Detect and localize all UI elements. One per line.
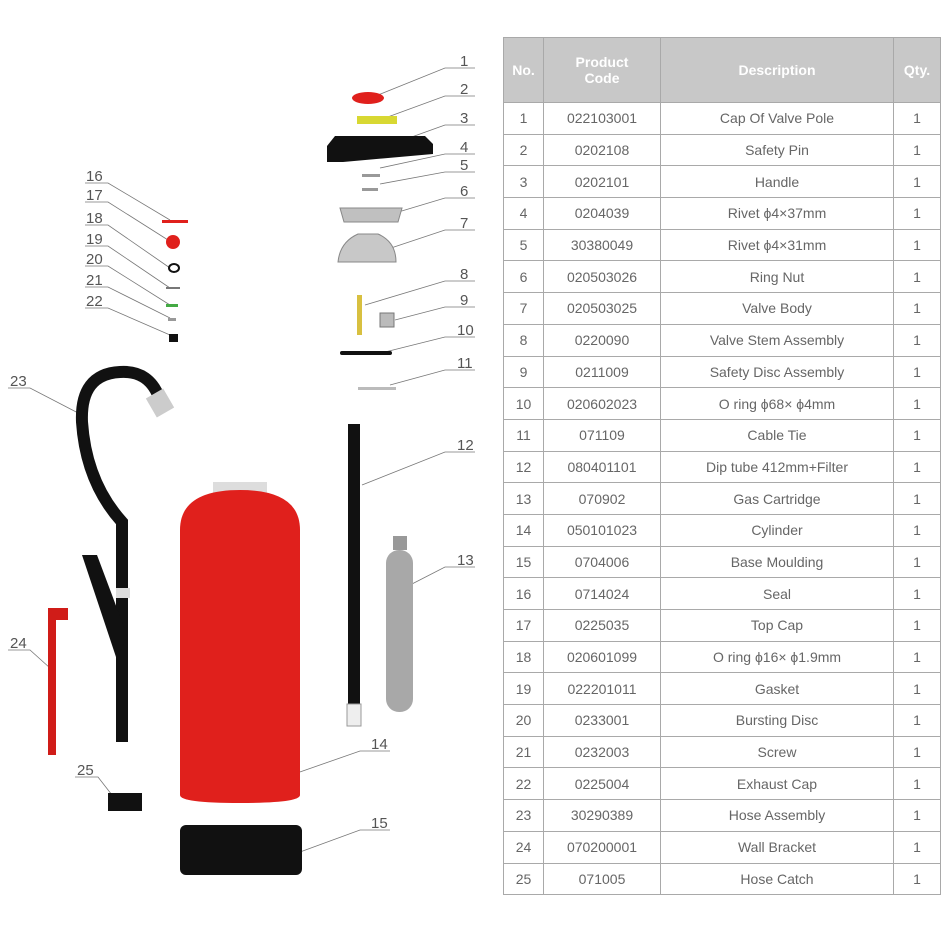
- cell-description: Cable Tie: [661, 419, 894, 451]
- cell-description: Rivet ϕ4×31mm: [661, 229, 894, 261]
- cell-description: Bursting Disc: [661, 705, 894, 737]
- header-code-line1: Product: [575, 54, 629, 70]
- table-header-row: [504, 38, 941, 103]
- callout-3: 3: [460, 110, 469, 127]
- cell-no: 3: [504, 166, 544, 198]
- callout-5: 5: [460, 157, 469, 174]
- table-row: [504, 324, 941, 356]
- cell-code: 071109: [544, 419, 661, 451]
- exhaust-cap: [169, 334, 178, 342]
- callout-23: 23: [10, 373, 27, 390]
- parts-list-table: [503, 37, 941, 895]
- table-row: [504, 388, 941, 420]
- cell-qty: 1: [894, 261, 941, 293]
- cell-code: 020503026: [544, 261, 661, 293]
- cell-no: 16: [504, 578, 544, 610]
- table-row: [504, 831, 941, 863]
- callout-18: 18: [86, 210, 103, 227]
- valve-stem: [357, 295, 362, 335]
- table-row: [504, 736, 941, 768]
- cell-code: 0202108: [544, 134, 661, 166]
- cable-tie: [358, 387, 396, 390]
- cell-code: 0704006: [544, 546, 661, 578]
- table-row: [504, 578, 941, 610]
- cell-no: 4: [504, 198, 544, 230]
- hose-nozzle: [146, 388, 174, 417]
- cell-qty: 1: [894, 166, 941, 198]
- screw: [168, 318, 176, 321]
- cell-qty: 1: [894, 103, 941, 135]
- cell-qty: 1: [894, 736, 941, 768]
- gasket: [166, 287, 180, 289]
- cell-qty: 1: [894, 483, 941, 515]
- safety-disc: [380, 313, 394, 327]
- callout-1: 1: [460, 53, 469, 70]
- table-row: [504, 451, 941, 483]
- table-row: [504, 103, 941, 135]
- cell-code: 070200001: [544, 831, 661, 863]
- cell-description: Valve Stem Assembly: [661, 324, 894, 356]
- header-no: No.: [504, 38, 544, 103]
- cell-description: Hose Catch: [661, 863, 894, 895]
- cell-qty: 1: [894, 831, 941, 863]
- cell-code: 30380049: [544, 229, 661, 261]
- table-row: [504, 483, 941, 515]
- callout-15: 15: [371, 815, 388, 832]
- rivet-31: [362, 188, 378, 191]
- callout-19: 19: [86, 231, 103, 248]
- table-row: [504, 641, 941, 673]
- top-cap: [166, 235, 180, 249]
- gas-cartridge: [386, 550, 413, 712]
- cartridge-valve: [393, 536, 407, 550]
- table-row: [504, 166, 941, 198]
- cell-qty: 1: [894, 324, 941, 356]
- cell-description: Wall Bracket: [661, 831, 894, 863]
- table-row: [504, 198, 941, 230]
- cell-description: O ring ϕ68× ϕ4mm: [661, 388, 894, 420]
- cell-no: 21: [504, 736, 544, 768]
- cell-qty: 1: [894, 673, 941, 705]
- rivet-37: [362, 174, 380, 177]
- cell-no: 18: [504, 641, 544, 673]
- cell-no: 20: [504, 705, 544, 737]
- bursting-disc: [166, 304, 178, 307]
- callout-6: 6: [460, 183, 469, 200]
- handle: [327, 136, 433, 162]
- cap-of-valve-pole: [352, 92, 384, 104]
- cell-code: 020602023: [544, 388, 661, 420]
- cell-code: 0220090: [544, 324, 661, 356]
- cell-no: 9: [504, 356, 544, 388]
- callout-10: 10: [457, 322, 474, 339]
- callout-9: 9: [460, 292, 469, 309]
- filter: [347, 704, 361, 726]
- cell-description: Safety Pin: [661, 134, 894, 166]
- cell-description: Ring Nut: [661, 261, 894, 293]
- table-row: [504, 768, 941, 800]
- callout-21: 21: [86, 272, 103, 289]
- cylinder: [180, 490, 300, 803]
- cell-code: 080401101: [544, 451, 661, 483]
- cell-qty: 1: [894, 705, 941, 737]
- hose-catch: [108, 793, 142, 811]
- callout-22: 22: [86, 293, 103, 310]
- cell-no: 25: [504, 863, 544, 895]
- cell-description: Cap Of Valve Pole: [661, 103, 894, 135]
- cell-description: Top Cap: [661, 610, 894, 642]
- table-row: [504, 419, 941, 451]
- callout-16: 16: [86, 168, 103, 185]
- table-row: [504, 673, 941, 705]
- callout-11: 11: [457, 355, 473, 372]
- cell-no: 2: [504, 134, 544, 166]
- callout-12: 12: [457, 437, 474, 454]
- cell-no: 13: [504, 483, 544, 515]
- cell-description: Safety Disc Assembly: [661, 356, 894, 388]
- valve-body: [338, 234, 396, 262]
- cell-no: 5: [504, 229, 544, 261]
- table-row: [504, 261, 941, 293]
- cell-no: 10: [504, 388, 544, 420]
- cell-description: Cylinder: [661, 514, 894, 546]
- header-product-code: [544, 38, 661, 103]
- callout-2: 2: [460, 81, 469, 98]
- cell-code: 0225004: [544, 768, 661, 800]
- table-row: [504, 863, 941, 895]
- cell-no: 6: [504, 261, 544, 293]
- cell-qty: 1: [894, 863, 941, 895]
- cell-code: 0225035: [544, 610, 661, 642]
- cell-no: 22: [504, 768, 544, 800]
- callout-25: 25: [77, 762, 94, 779]
- dip-tube: [348, 424, 360, 704]
- cell-qty: 1: [894, 610, 941, 642]
- cell-qty: 1: [894, 293, 941, 325]
- table-row: [504, 705, 941, 737]
- callout-24: 24: [10, 635, 27, 652]
- cell-qty: 1: [894, 578, 941, 610]
- cell-description: Gas Cartridge: [661, 483, 894, 515]
- table-row: [504, 229, 941, 261]
- cell-no: 8: [504, 324, 544, 356]
- callout-7: 7: [460, 215, 469, 232]
- callout-14: 14: [371, 736, 388, 753]
- cell-code: 0714024: [544, 578, 661, 610]
- callout-20: 20: [86, 251, 103, 268]
- cell-qty: 1: [894, 229, 941, 261]
- cell-code: 071005: [544, 863, 661, 895]
- cell-no: 19: [504, 673, 544, 705]
- cell-code: 022103001: [544, 103, 661, 135]
- cell-description: Gasket: [661, 673, 894, 705]
- cell-description: O ring ϕ16× ϕ1.9mm: [661, 641, 894, 673]
- cell-code: 050101023: [544, 514, 661, 546]
- cell-description: Valve Body: [661, 293, 894, 325]
- cell-description: Dip tube 412mm+Filter: [661, 451, 894, 483]
- cell-code: 020601099: [544, 641, 661, 673]
- hose-ferrule: [116, 588, 130, 598]
- o-ring-16: [169, 264, 179, 272]
- cell-description: Handle: [661, 166, 894, 198]
- cell-no: 14: [504, 514, 544, 546]
- table-row: [504, 356, 941, 388]
- table-row: [504, 134, 941, 166]
- safety-pin: [357, 116, 397, 124]
- cell-no: 24: [504, 831, 544, 863]
- wall-bracket: [48, 608, 68, 755]
- cell-qty: 1: [894, 546, 941, 578]
- header-code-line2: Code: [584, 70, 620, 86]
- cell-qty: 1: [894, 356, 941, 388]
- cell-description: Base Moulding: [661, 546, 894, 578]
- cell-code: 0233001: [544, 705, 661, 737]
- cell-code: 020503025: [544, 293, 661, 325]
- cell-qty: 1: [894, 134, 941, 166]
- cell-no: 1: [504, 103, 544, 135]
- cell-qty: 1: [894, 198, 941, 230]
- callout-13: 13: [457, 552, 474, 569]
- table-row: [504, 610, 941, 642]
- cell-qty: 1: [894, 514, 941, 546]
- cell-no: 23: [504, 800, 544, 832]
- base-moulding: [180, 825, 302, 875]
- callout-17: 17: [86, 187, 103, 204]
- cell-code: 022201011: [544, 673, 661, 705]
- ring-nut: [340, 208, 402, 222]
- cell-description: Seal: [661, 578, 894, 610]
- table-row: [504, 800, 941, 832]
- table-row: [504, 514, 941, 546]
- callout-8: 8: [460, 266, 469, 283]
- cell-code: 0232003: [544, 736, 661, 768]
- cell-description: Exhaust Cap: [661, 768, 894, 800]
- cell-code: 0202101: [544, 166, 661, 198]
- cell-qty: 1: [894, 419, 941, 451]
- cell-qty: 1: [894, 451, 941, 483]
- cell-code: 070902: [544, 483, 661, 515]
- cell-no: 15: [504, 546, 544, 578]
- callout-4: 4: [460, 139, 469, 156]
- cell-code: 0204039: [544, 198, 661, 230]
- seal: [162, 220, 188, 223]
- header-description: Description: [661, 38, 894, 103]
- cell-description: Screw: [661, 736, 894, 768]
- table-row: [504, 546, 941, 578]
- o-ring-68: [340, 351, 392, 355]
- table-row: [504, 293, 941, 325]
- cell-no: 12: [504, 451, 544, 483]
- cell-qty: 1: [894, 388, 941, 420]
- header-qty: Qty.: [894, 38, 941, 103]
- cell-code: 0211009: [544, 356, 661, 388]
- cell-code: 30290389: [544, 800, 661, 832]
- cell-qty: 1: [894, 641, 941, 673]
- cell-qty: 1: [894, 800, 941, 832]
- cell-no: 7: [504, 293, 544, 325]
- cell-description: Rivet ϕ4×37mm: [661, 198, 894, 230]
- cell-qty: 1: [894, 768, 941, 800]
- cell-no: 11: [504, 419, 544, 451]
- cell-no: 17: [504, 610, 544, 642]
- cell-description: Hose Assembly: [661, 800, 894, 832]
